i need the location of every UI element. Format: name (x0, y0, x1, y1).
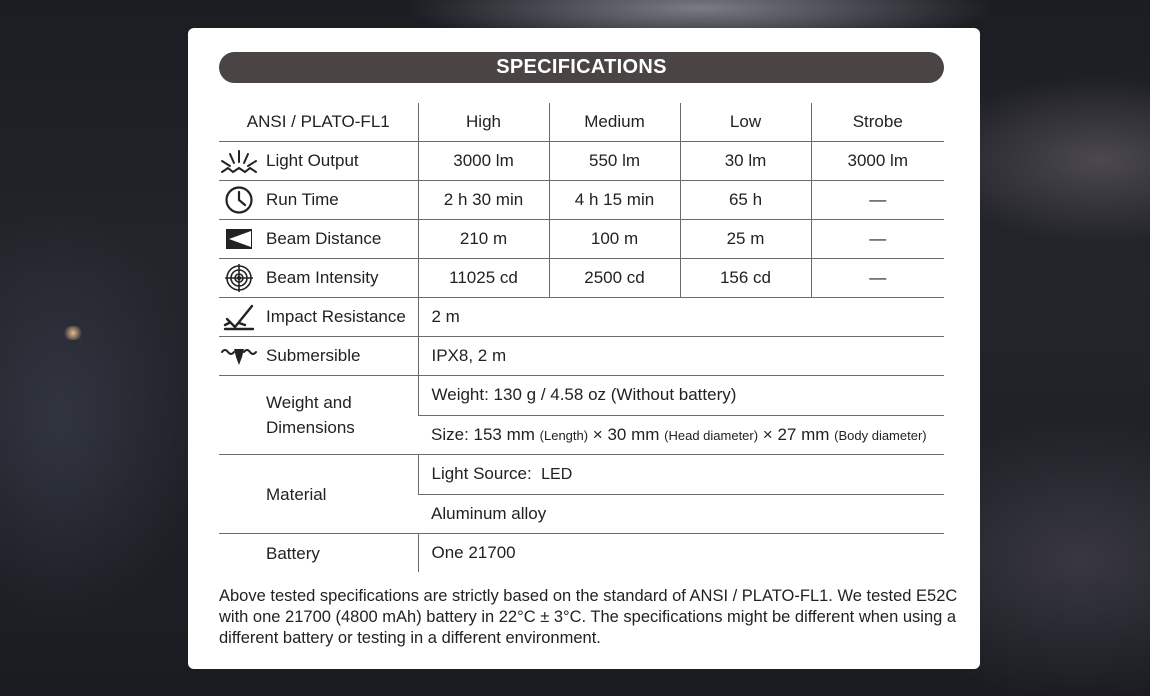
table-row-weight (219, 376, 944, 416)
submersible-value: IPX8, 2 m (418, 337, 944, 376)
run-time-strobe: — (811, 181, 944, 220)
mode-header-low: Low (680, 103, 811, 142)
table-row-battery (219, 534, 944, 573)
light-output-high: 3000 lm (418, 142, 549, 181)
material-label: Material (266, 484, 327, 504)
beam-intensity-low: 156 cd (680, 259, 811, 298)
impact-icon (219, 303, 259, 331)
run-time-low: 65 h (680, 181, 811, 220)
light-burst-icon (219, 148, 259, 174)
mode-header-strobe: Strobe (811, 103, 944, 142)
mode-header-high: High (418, 103, 549, 142)
submersible-label: Submersible (266, 346, 361, 365)
target-icon (219, 263, 259, 293)
table-header-row (219, 103, 944, 142)
beam-distance-low: 25 m (680, 220, 811, 259)
table-row-impact-resistance (219, 298, 944, 337)
light-output-strobe: 3000 lm (811, 142, 944, 181)
specifications-note: Above tested specifications are strictly based on the standard of ANSI / PLATO-FL1. We tested E52C with one 21700 (4800 mAh) battery in 22°C ± 3°C. The specifications might be different when using a different battery or testing in a different environment. (219, 587, 958, 647)
table-row-submersible (219, 337, 944, 376)
weight-value: Weight: 130 g / 4.58 oz (Without battery) (418, 376, 944, 416)
light-source-value: Light Source: LED (418, 455, 944, 495)
beam-intensity-label: Beam Intensity (266, 268, 379, 287)
impact-resistance-label: Impact Resistance (266, 307, 406, 326)
light-output-medium: 550 lm (549, 142, 680, 181)
battery-value: One 21700 (418, 534, 944, 573)
battery-label: Battery (266, 543, 320, 563)
clock-icon (219, 185, 259, 215)
beam-distance-medium: 100 m (549, 220, 680, 259)
beam-distance-label: Beam Distance (266, 229, 382, 248)
specifications-card (188, 28, 980, 669)
standard-header: ANSI / PLATO-FL1 (219, 103, 418, 142)
weight-dimensions-label: Weight and Dimensions (266, 393, 355, 437)
light-output-low: 30 lm (680, 142, 811, 181)
size-value: Size: 153 mm (Length) × 30 mm (Head diameter) × 27 mm (Body diameter) (418, 415, 944, 455)
table-row-material-light-source (219, 455, 944, 495)
beam-distance-strobe: — (811, 220, 944, 259)
beam-distance-high: 210 m (418, 220, 549, 259)
run-time-high: 2 h 30 min (418, 181, 549, 220)
impact-resistance-value: 2 m (418, 298, 944, 337)
beam-intensity-medium: 2500 cd (549, 259, 680, 298)
water-icon (219, 345, 259, 367)
beam-intensity-high: 11025 cd (418, 259, 549, 298)
run-time-medium: 4 h 15 min (549, 181, 680, 220)
specifications-title: SPECIFICATIONS (219, 52, 944, 83)
beam-distance-icon (219, 227, 259, 251)
background-light-spot (62, 326, 84, 340)
beam-intensity-strobe: — (811, 259, 944, 298)
light-output-label: Light Output (266, 151, 359, 170)
specifications-table (219, 103, 944, 572)
mode-header-medium: Medium (549, 103, 680, 142)
table-row-beam-distance (219, 220, 944, 259)
body-material-value: Aluminum alloy (418, 494, 944, 534)
run-time-label: Run Time (266, 190, 339, 209)
table-row-light-output (219, 142, 944, 181)
table-row-beam-intensity (219, 259, 944, 298)
table-row-run-time (219, 181, 944, 220)
